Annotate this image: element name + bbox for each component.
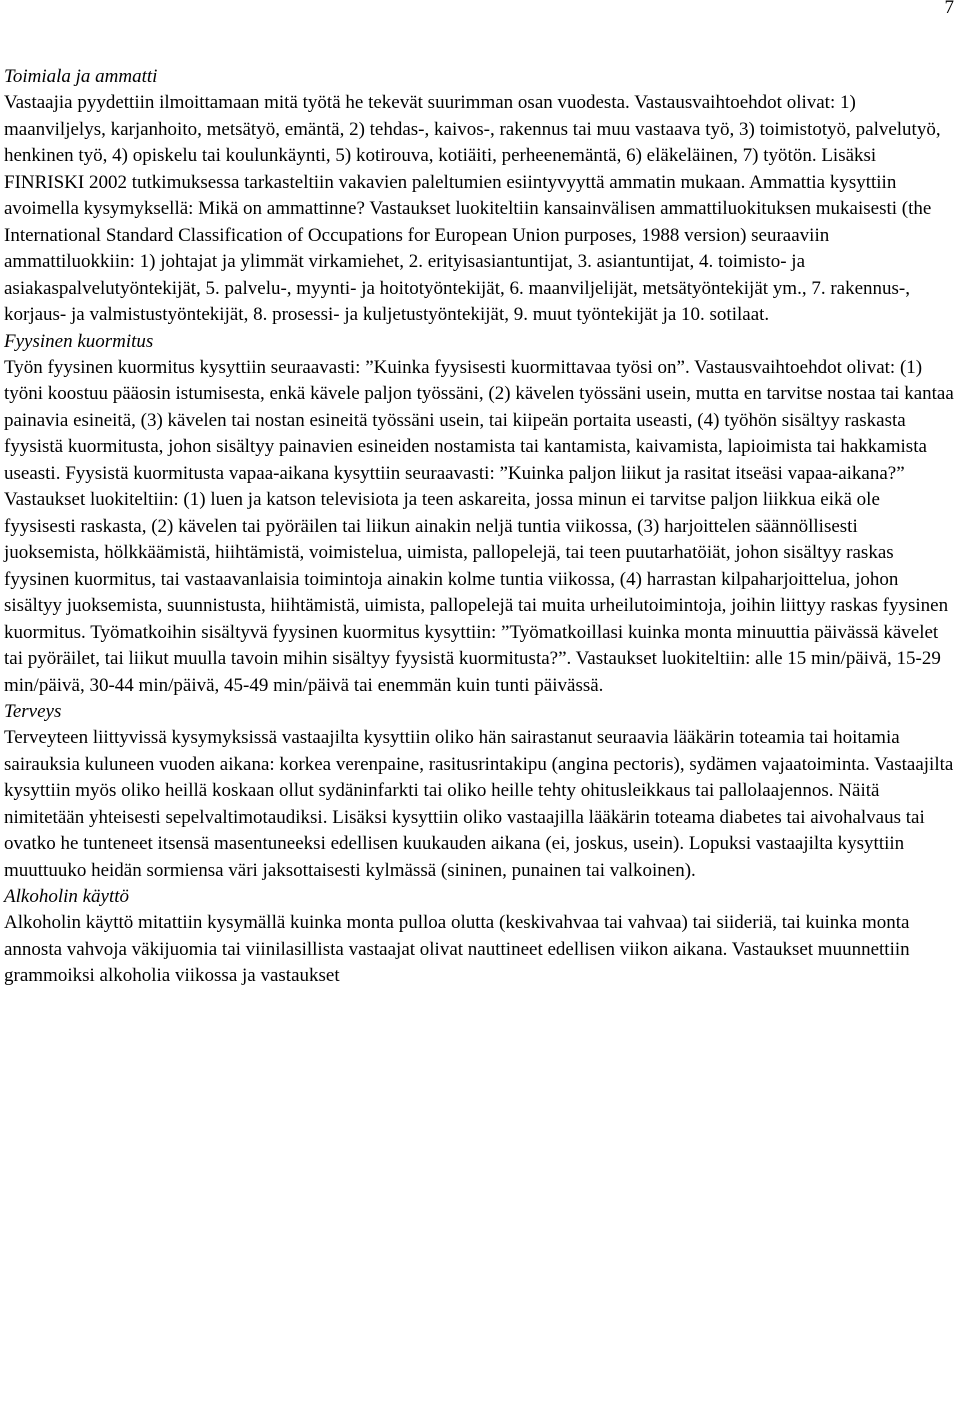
section-paragraph-fyysinen-kuormitus: Työn fyysinen kuormitus kysyttiin seuraavasti: ”Kuinka fyysisesti kuormittavaa työsi on”. Vastausvaihtoehdot olivat: (1) työni koostuu pääosin istumisesta, enkä kävele paljon työssäni, (2) kävelen työssäni usein, mutta en tarvitse nostaa tai kantaa painavia esineitä, (3) kävelen tai nostan esineitä työssäni usein, tai kiipeän portaita useasti, (4) työhön sisältyy raskasta fyysistä kuormitusta, johon sisältyy painavien esineiden nostamista tai kantamista, kaivamista, lapioimista tai hakkamista useasti. Fyysistä kuormitusta vapaa-aikana kysyttiin seuraavasti: ”Kuinka paljon liikut ja rasitat itseäsi vapaa-aikana?” Vastaukset luokiteltiin: (1) luen ja katson televisiota ja teen askareita, jossa minun ei tarvitse paljon liikkua eikä ole fyysisesti raskasta, (2) kävelen tai pyöräilen tai liikun ainakin neljä tuntia viikossa, (3) harjoittelen säännöllisesti juoksemista, hölkkäämistä, hiihtämistä, voimistelua, uimista, pallopelejä, tai teen puutarhatöiät, johon sisältyy raskas fyysinen kuormitus, tai vastaavanlaisia toimintoja ainakin kolme tuntia viikossa, (4) harrastan kilpaharjoittelua, johon sisältyy juoksemista, suunnistusta, hiihtämistä, uimista, pallopelejä tai muita urheilutoimintoja, joihin liittyy raskas fyysinen kuormitus. Työmatkoihin sisältyvä fyysinen kuormitus kysyttiin: ”Työmatkoillasi kuinka monta minuuttia päivässä kävelet tai pyöräilet, tai liikut muulla tavoin mihin sisältyy fyysistä kuormitusta?”. Vastaukset luokiteltiin: alle 15 min/päivä, 15-29 min/päivä, 30-44 min/päivä, 45-49 min/päivä tai enemmän kuin tunti päivässä. [4, 356, 954, 696]
section-heading-terveys: Terveys [4, 701, 62, 722]
page-content [4, 64, 956, 990]
section-heading-toimiala-ja-ammatti: Toimiala ja ammatti [4, 66, 158, 87]
page-number: 7 [944, 0, 954, 18]
section-heading-fyysinen-kuormitus: Fyysinen kuormitus [4, 330, 154, 352]
section-heading-alkoholin-kaytto: Alkoholin käyttö [4, 886, 130, 907]
section-paragraph-toimiala-ja-ammatti: Vastaajia pyydettiin ilmoittamaan mitä työtä he tekevät suurimman osan vuodesta. Vastausvaihtoehdot olivat: 1) maanviljelys, karjanhoito, metsätyö, emäntä, 2) tehdas-, kaivos-, rakennus tai muu vastaava työ, 3) toimistotyö, palvelutyö, henkinen työ, 4) opiskelu tai koulunkäynti, 5) kotirouva, kotiäiti, perheenemäntä, 6) eläkeläinen, 7) työtön. Lisäksi FINRISKI 2002 tutkimuksessa tarkasteltiin vakavien paleltumien esiintyvyyttä ammatin mukaan. Ammattia kysyttiin avoimella kysymyksellä: Mikä on ammattinne? Vastaukset luokiteltiin kansainvälisen ammattiluokituksen mukaisesti (the International Standard Classification of Occupations for European Union purposes, 1988 version) seuraaviin ammattiluokkiin: 1) johtajat ja ylimmät virkamiehet, 2. erityisasiantuntijat, 3. asiantuntijat, 4. toimisto- ja asiakaspalvelutyöntekijät, 5. palvelu-, myynti- ja hoitotyöntekijät, 6. maanviljelijät, metsätyöntekijät ym., 7. rakennus-, korjaus- ja valmistustyöntekijät, 8. prosessi- ja kuljetustyöntekijät, 9. muut työntekijät ja 10. sotilaat. [4, 92, 941, 325]
section-paragraph-alkoholin-kaytto: Alkoholin käyttö mitattiin kysymällä kuinka monta pulloa olutta (keskivahvaa tai vahvaa) tai siideriä, tai kuinka monta annosta vahvoja väkijuomia tai viinilasillista vastaajat olivat nauttineet edellisen viikon aikana. Vastaukset muunnettiin grammoiksi alkoholia viikossa ja vastaukset [4, 912, 910, 986]
section-paragraph-terveys: Terveyteen liittyvissä kysymyksissä vastaajilta kysyttiin oliko hän sairastanut seuraavia lääkärin toteamia tai hoitamia sairauksia kuluneen vuoden aikana: korkea verenpaine, rasitusrintakipu (angina pectoris), sydämen vajaatoiminta. Vastaajilta kysyttiin myös oliko heillä koskaan ollut sydäninfarkti tai oliko heille tehty ohitusleikkaus tai pallolaajennos. Näitä nimitetään yhteisesti sepelvaltimotaudiksi. Lisäksi kysyttiin oliko vastaajilla lääkärin toteama diabetes tai aivohalvaus tai ovatko he tunteneet itsensä masentuneeksi edellisen kuukauden aikana (ei, joskus, usein). Lopuksi vastaajilta kysyttiin muuttuuko heidän sormiensa väri jaksottaisesti kylmässä (sininen, punainen tai valkoinen). [4, 727, 954, 881]
